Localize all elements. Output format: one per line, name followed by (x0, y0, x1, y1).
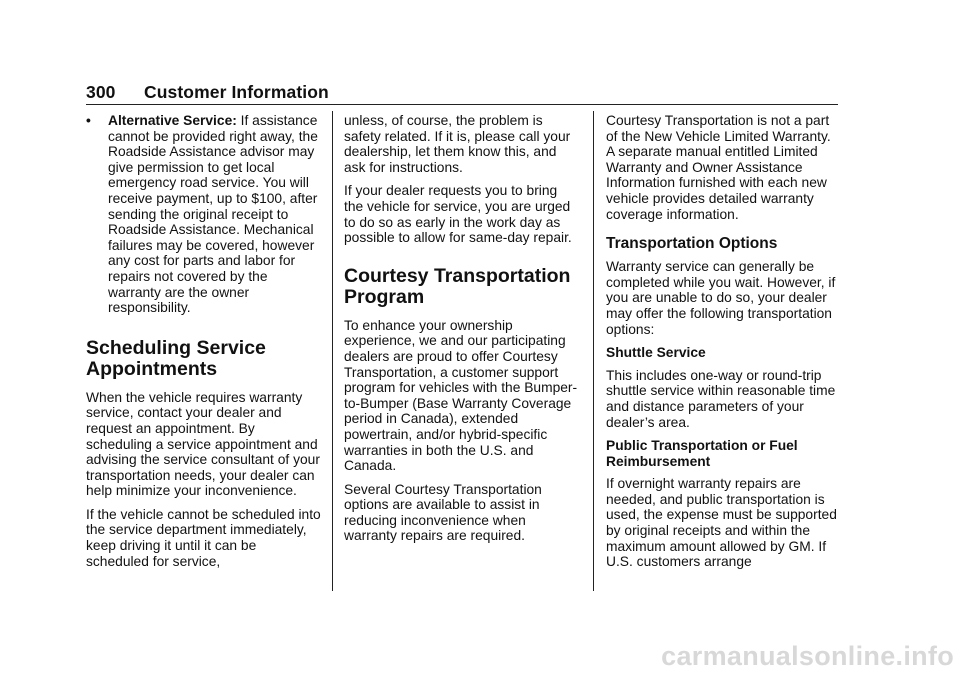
paragraph: To enhance your ownership experience, we and our participating dealers are proud to offer Courtesy Transportation, a customer support program for vehicles with the Bumper-to-Bumper (Base Warranty Coverage period in Canada), extended powertrain, and/or hybrid-specific warranties in both the U.S. and Canada. (344, 317, 578, 474)
subheading-shuttle-service: Shuttle Service (606, 345, 706, 361)
column-3 (606, 113, 840, 578)
heading-scheduling-service: Scheduling Service Appointments (86, 336, 266, 380)
paragraph: If your dealer requests you to bring the vehicle for service, you are urged to do so as early in the work day as possible to allow for same-day repair. (344, 183, 572, 246)
column-2 (344, 113, 580, 552)
paragraph: When the vehicle requires warranty service, contact your dealer and request an appointment. By scheduling a service appointment and advising the service consultant of your transportation needs, your dealer can help minimize your inconvenience. (86, 389, 320, 499)
column-divider-2 (593, 111, 594, 591)
column-divider-1 (332, 111, 333, 591)
bullet-alternative-service (86, 113, 322, 316)
page-number: 300 (86, 82, 116, 102)
paragraph: unless, of course, the problem is safety related. If it is, please call your dealership, let them know this, and ask for instructions. (344, 113, 571, 175)
paragraph: If the vehicle cannot be scheduled into the service department immediately, keep driving it until it can be scheduled for service, (86, 506, 321, 569)
bullet-label: Alternative Service: (108, 113, 237, 128)
paragraph: If overnight warranty repairs are needed, and public transportation is used, the expense must be supported by original receipts and within the maximum amount allowed by GM. If U.S. customers arrange (606, 476, 837, 570)
paragraph: Warranty service can generally be completed while you wait. However, if you are unable to do so, your dealer may offer the following transportation options: (606, 259, 836, 337)
page-header (86, 82, 838, 103)
watermark: carmanualsonline.info (661, 641, 954, 671)
paragraph: This includes one-way or round-trip shuttle service within reasonable time and distance parameters of your dealer’s area. (606, 367, 836, 430)
column-1 (86, 113, 322, 577)
heading-transportation-options: Transportation Options (606, 235, 778, 253)
subheading-public-transportation: Public Transportation or Fuel Reimbursement (606, 438, 798, 469)
bullet-text (108, 113, 322, 316)
heading-courtesy-transportation: Courtesy Transportation Program (344, 264, 571, 308)
bullet-icon: • (86, 113, 91, 128)
paragraph: Several Courtesy Transportation options are available to assist in reducing inconvenience when warranty repairs are required. (344, 481, 542, 544)
paragraph: Courtesy Transportation is not a part of the New Vehicle Limited Warranty. A separate manual entitled Limited Warranty and Owner Assistance Information furnished with each new vehicle provides detailed warranty coverage information. (606, 113, 831, 222)
section-title: Customer Information (144, 82, 329, 102)
bullet-body: If assistance cannot be provided right away, the Roadside Assistance advisor may give permission to get local emergency road service. You will receive payment, up to $100, after sending the original receipt to Roadside Assistance. Mechanical failures may be covered, however any cost for parts and labor for repairs not covered by the warranty are the owner responsibility. (108, 113, 318, 316)
header-rule (86, 104, 838, 105)
